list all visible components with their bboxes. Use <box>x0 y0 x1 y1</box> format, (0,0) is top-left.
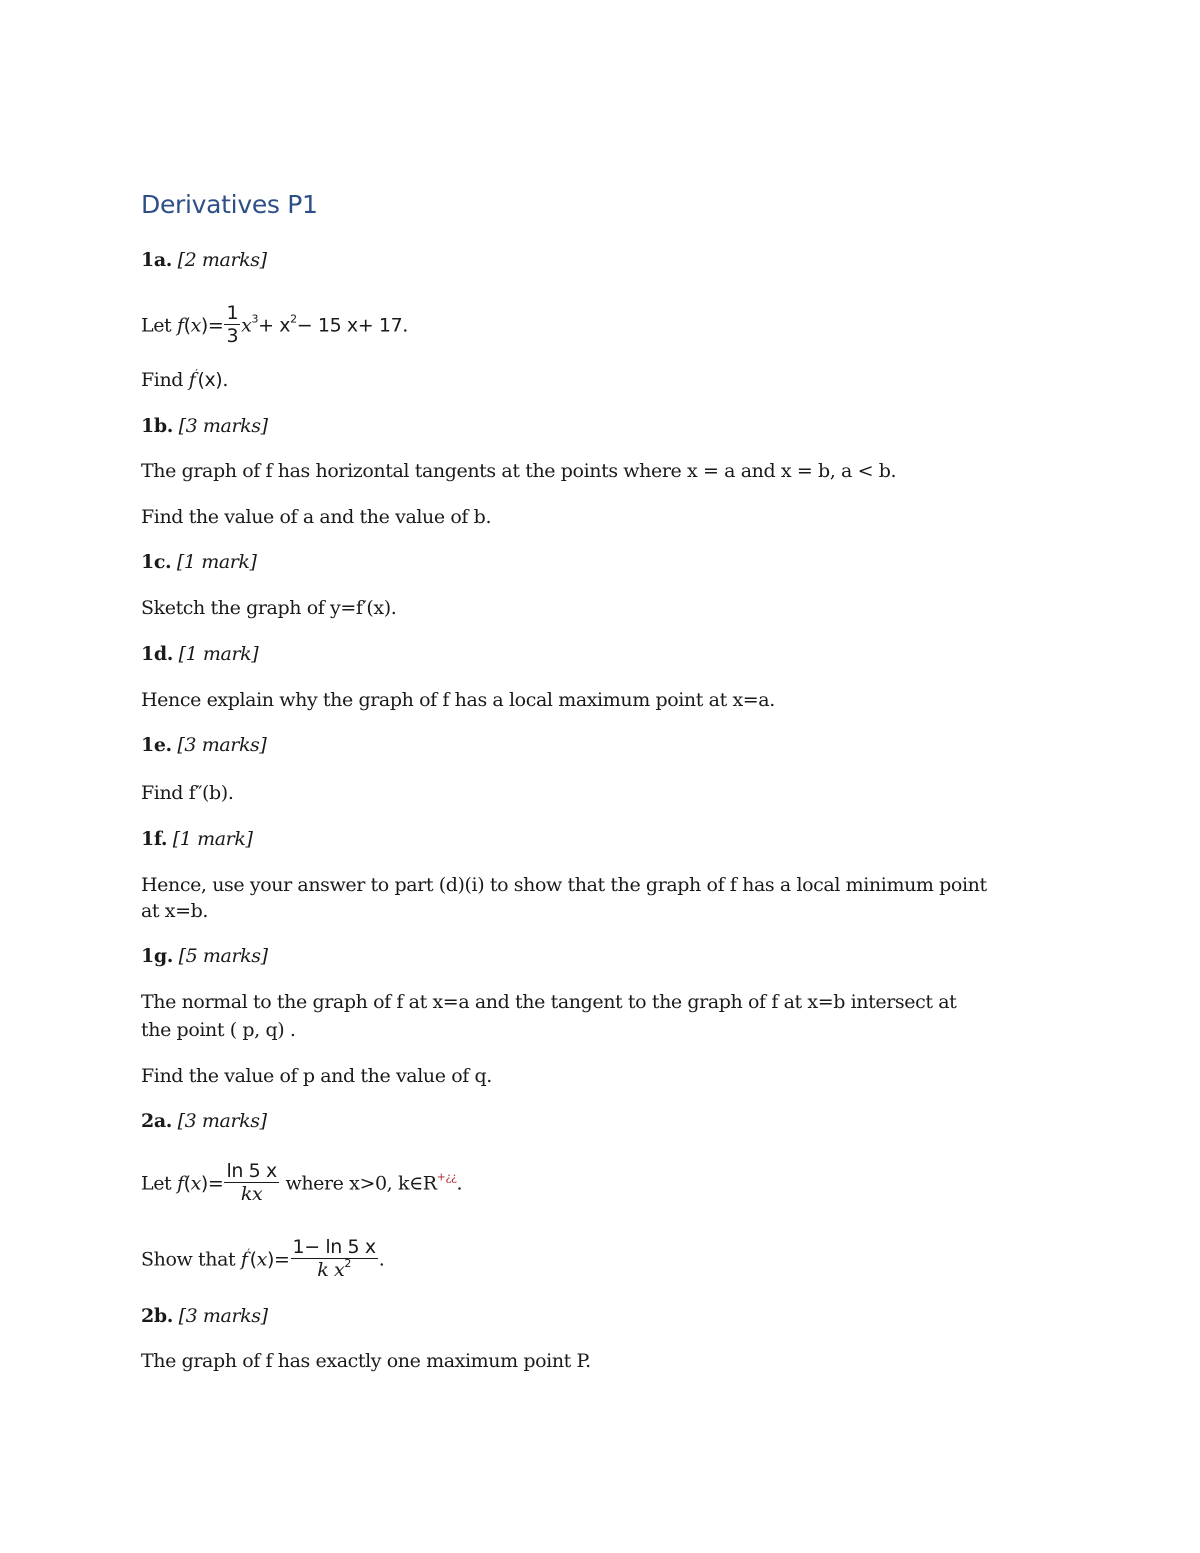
question-1g-header: 1g. [5 marks] <box>141 945 268 967</box>
question-marks: [2 marks] <box>177 249 267 271</box>
question-2b-text: The graph of f has exactly one maximum point P. <box>141 1350 591 1372</box>
fraction: $\frac{\ln 5 x}{kx}$ <box>226 1160 277 1205</box>
fraction: $\frac{1- \ln 5 x}{k x^2}$ <box>292 1236 376 1281</box>
question-1f-text-line1: Hence, use your answer to part (d)(i) to show that the graph of f has a local minimum point <box>141 874 987 896</box>
question-1d-header: 1d. [1 mark] <box>141 643 259 665</box>
fraction: $\frac{1}{3}$ <box>226 302 239 347</box>
question-1c-header: 1c. [1 mark] <box>141 551 257 573</box>
question-1a-header: 1a. [2 marks] <box>141 249 267 271</box>
question-label: 1a <box>141 249 166 271</box>
question-1a-function: Let f(x)= $\frac{1}{3}$ $x^3+ x^2- 15$ x+ 17. <box>141 302 408 347</box>
question-1d-text: Hence explain why the graph of f has a local maximum point at x=a. <box>141 689 775 711</box>
question-1a-task: Find f′(x). <box>141 367 228 391</box>
question-1g-text-line2: the point ( p, q) . <box>141 1019 296 1041</box>
question-2a-header: 2a. [3 marks] <box>141 1110 267 1132</box>
question-1b-task: Find the value of a and the value of b. <box>141 506 492 528</box>
question-1c-text: Sketch the graph of y=f′(x). <box>141 597 397 619</box>
question-2b-header: 2b. [3 marks] <box>141 1305 268 1327</box>
question-1f-header: 1f. [1 mark] <box>141 828 253 850</box>
question-1b-header: 1b. [3 marks] <box>141 415 268 437</box>
question-1e-header: 1e. [3 marks] <box>141 734 267 756</box>
question-2a-function: Let f(x)= $\frac{\ln 5 x}{kx}$ where x>0, k∈R+¿¿. <box>141 1160 463 1205</box>
question-1f-text-line2: at x=b. <box>141 900 209 922</box>
question-1g-task: Find the value of p and the value of q. <box>141 1065 492 1087</box>
question-1g-text-line1: The normal to the graph of f at x=a and the tangent to the graph of f at x=b intersect at <box>141 991 957 1013</box>
question-2a-task: Show that f′(x)= $\frac{1- \ln 5 x}{k x^2}$ . <box>141 1236 385 1281</box>
question-1e-text: Find f″(b). <box>141 782 234 804</box>
question-1b-text: The graph of f has horizontal tangents at the points where x = a and x = b, a < b. <box>141 460 897 482</box>
page-title: Derivatives P1 <box>141 190 318 219</box>
